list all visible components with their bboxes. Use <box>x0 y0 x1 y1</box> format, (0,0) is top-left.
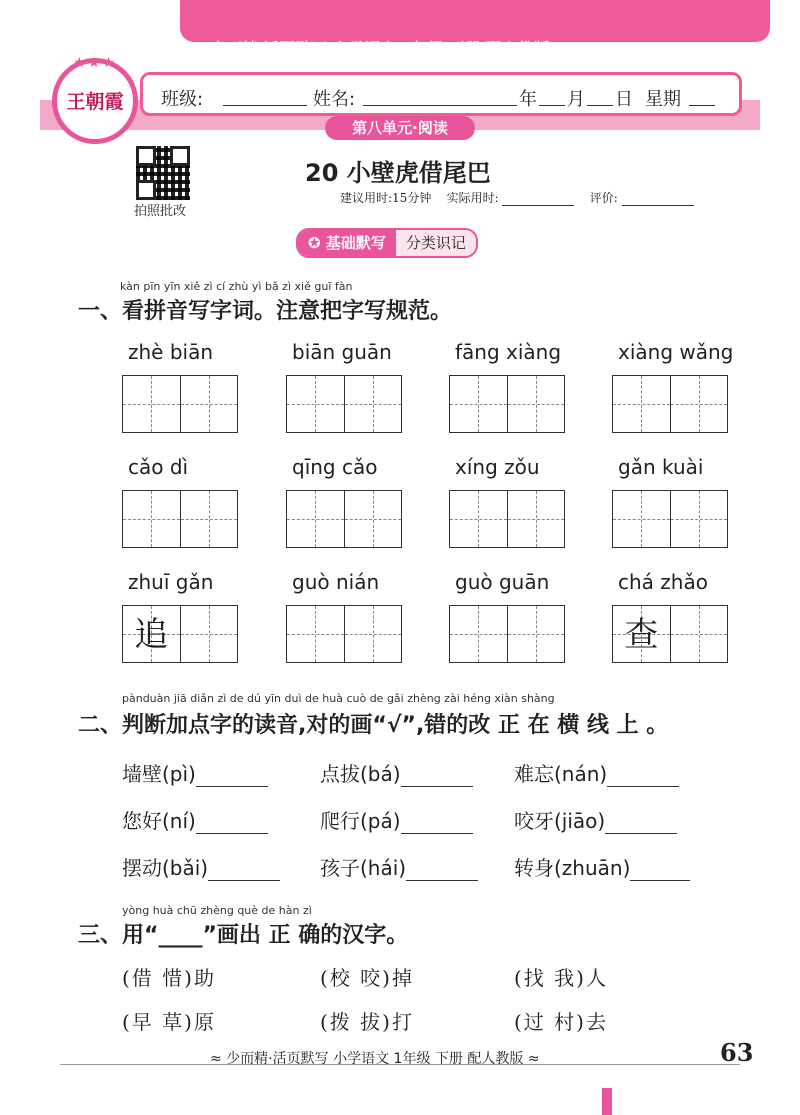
judge-word: 难忘(nán) <box>514 762 608 786</box>
write-cell[interactable] <box>508 491 565 547</box>
cell-char <box>508 606 565 662</box>
cell-char <box>123 491 180 547</box>
answer-line[interactable] <box>401 813 473 834</box>
cell-char <box>508 491 565 547</box>
write-cell[interactable] <box>287 376 345 432</box>
cell-char <box>345 491 402 547</box>
q1-pinyin: kàn pīn yīn xiě zì cí zhù yì bǎ zì xiě guī fàn <box>120 280 353 293</box>
q1-item-pinyin: fāng xiàng <box>455 340 562 364</box>
write-cell[interactable] <box>181 376 238 432</box>
write-cell[interactable] <box>508 376 565 432</box>
section-pill <box>296 228 478 258</box>
q1-item-pinyin: chá zhǎo <box>618 570 708 594</box>
write-cell[interactable] <box>123 606 181 662</box>
section-right: 分类识记 <box>396 230 476 256</box>
judge-item <box>514 852 690 881</box>
write-cell[interactable] <box>123 491 181 547</box>
cell-char <box>287 491 344 547</box>
day-label: 日 <box>615 89 633 110</box>
cell-char <box>613 491 670 547</box>
q1-item-pinyin: guò nián <box>292 570 380 594</box>
q1-item-pinyin: xíng zǒu <box>455 455 540 479</box>
judge-word: 您好(ní) <box>122 809 196 833</box>
cell-char <box>450 376 507 432</box>
tianzige-box <box>449 605 565 663</box>
tianzige-box <box>122 490 238 548</box>
star-icons: ★★★ <box>73 55 117 71</box>
tianzige-box <box>286 605 402 663</box>
answer-line[interactable] <box>406 860 478 881</box>
tianzige-box <box>122 375 238 433</box>
cell-char <box>181 376 238 432</box>
write-cell[interactable] <box>508 606 565 662</box>
judge-item <box>320 758 473 787</box>
write-cell[interactable] <box>671 491 728 547</box>
write-cell[interactable] <box>613 606 671 662</box>
weekday-field[interactable] <box>689 87 715 106</box>
q1-item-pinyin: xiàng wǎng <box>618 340 734 364</box>
logo-text: 王朝霞 <box>66 91 124 113</box>
write-cell[interactable] <box>450 606 508 662</box>
write-cell[interactable] <box>181 606 238 662</box>
rating-label: 评价: <box>589 191 618 205</box>
cell-char <box>287 376 344 432</box>
tianzige-box <box>286 375 402 433</box>
cell-char <box>613 376 670 432</box>
q1-item-pinyin: biān guān <box>292 340 392 364</box>
write-cell[interactable] <box>181 491 238 547</box>
month-field[interactable] <box>539 87 565 106</box>
time-line <box>340 189 694 206</box>
q1-item-pinyin: qīng cǎo <box>292 455 378 479</box>
name-label: 姓名: <box>313 89 356 110</box>
choice-item[interactable]: (找 我)人 <box>514 966 608 990</box>
q1-item-pinyin: gǎn kuài <box>618 455 704 479</box>
judge-item <box>122 805 268 834</box>
write-cell[interactable] <box>450 376 508 432</box>
write-cell[interactable] <box>345 606 402 662</box>
cell-char <box>345 606 402 662</box>
cell-char <box>671 606 728 662</box>
cell-char <box>345 376 402 432</box>
tianzige-box <box>612 605 728 663</box>
q1-title: 一、看拼音写字词。注意把字写规范。 <box>78 299 453 324</box>
choice-item[interactable]: (过 村)去 <box>514 1010 608 1034</box>
write-cell[interactable] <box>450 491 508 547</box>
choice-item[interactable]: (借 惜)助 <box>122 966 216 990</box>
day-field[interactable] <box>587 87 613 106</box>
name-field[interactable] <box>363 87 483 106</box>
cell-char <box>123 376 180 432</box>
page-number: 63 <box>720 1038 754 1067</box>
footer-series: ≈ 少而精·活页默写 小学语文 1年级 下册 配人教版 ≈ <box>210 1051 540 1067</box>
judge-word: 爬行(pá) <box>320 809 401 833</box>
weekday-label: 星期 <box>645 89 681 110</box>
cell-char <box>508 376 565 432</box>
write-cell[interactable] <box>671 376 728 432</box>
q3-pinyin: yòng huà chū zhèng què de hàn zì <box>122 904 312 917</box>
write-cell[interactable] <box>287 606 345 662</box>
cell-char <box>450 606 507 662</box>
month-label: 月 <box>567 89 585 110</box>
q2-pinyin: pànduàn jiā diǎn zì de dú yīn duì de huà cuò de gǎi zhèng zài héng xiàn shàng <box>122 692 555 705</box>
answer-line[interactable] <box>208 860 280 881</box>
write-cell[interactable] <box>671 606 728 662</box>
judge-item <box>320 852 478 881</box>
class-field[interactable] <box>223 87 307 106</box>
tianzige-box <box>612 490 728 548</box>
judge-word: 转身(zhuān) <box>514 856 631 880</box>
series-title: 少而精·活页默写 小学语文 1年级 下册 配人教版 <box>210 39 550 58</box>
q1-item-pinyin: guò guān <box>455 570 550 594</box>
suggested-time: 建议用时:15分钟 <box>340 191 432 205</box>
answer-line[interactable] <box>196 766 268 787</box>
write-cell[interactable] <box>345 491 402 547</box>
tianzige-box <box>122 605 238 663</box>
footer-rule <box>60 1064 740 1065</box>
q1-item-pinyin: zhè biān <box>128 340 214 364</box>
cell-char <box>287 606 344 662</box>
q3-title: 三、用“____”画出 正 确的汉字。 <box>78 923 409 948</box>
actual-time-field[interactable] <box>502 193 574 206</box>
rating-field[interactable] <box>622 193 694 206</box>
cell-char: 查 <box>624 615 659 655</box>
judge-item <box>320 805 473 834</box>
q2-title: 二、判断加点字的读音,对的画“√”,错的改 正 在 横 线 上 。 <box>78 713 669 738</box>
judge-word: 孩子(hái) <box>320 856 407 880</box>
answer-line[interactable] <box>401 766 473 787</box>
judge-item <box>514 758 679 787</box>
q1-item-pinyin: cǎo dì <box>128 455 189 479</box>
judge-item <box>514 805 677 834</box>
year-label: 年 <box>519 89 537 110</box>
choice-item[interactable]: (早 草)原 <box>122 1010 216 1034</box>
cell-char: 追 <box>134 615 169 655</box>
tianzige-box <box>449 490 565 548</box>
choice-item[interactable]: (校 咬)掉 <box>320 966 414 990</box>
judge-word: 墙壁(pì) <box>122 762 196 786</box>
answer-line[interactable] <box>630 860 690 881</box>
write-cell[interactable] <box>123 376 181 432</box>
tianzige-box <box>286 490 402 548</box>
cell-char <box>671 376 728 432</box>
write-cell[interactable] <box>613 491 671 547</box>
student-info-bar <box>140 72 742 116</box>
cell-char <box>181 606 238 662</box>
section-left: ✪ 基础默写 <box>298 230 396 256</box>
qr-code-icon[interactable] <box>136 146 190 200</box>
answer-line[interactable] <box>605 813 677 834</box>
page-edge-mark <box>602 1088 612 1115</box>
write-cell[interactable] <box>345 376 402 432</box>
write-cell[interactable] <box>287 491 345 547</box>
write-cell[interactable] <box>613 376 671 432</box>
tianzige-box <box>449 375 565 433</box>
cell-char <box>450 491 507 547</box>
judge-word: 摆动(bǎi) <box>122 856 209 880</box>
year-field[interactable] <box>473 87 517 106</box>
class-label: 班级: <box>161 89 204 110</box>
judge-word: 咬牙(jiāo) <box>514 809 606 833</box>
lesson-title: 20 小壁虎借尾巴 <box>305 159 491 187</box>
tianzige-box <box>612 375 728 433</box>
judge-word: 点拔(bá) <box>320 762 401 786</box>
q1-item-pinyin: zhuī gǎn <box>128 570 214 594</box>
brand-logo <box>52 55 138 144</box>
qr-label: 拍照批改 <box>134 204 187 219</box>
unit-tab: 第八单元·阅读 <box>325 116 475 140</box>
cell-char <box>181 491 238 547</box>
answer-line[interactable] <box>607 766 679 787</box>
judge-item <box>122 758 268 787</box>
judge-item <box>122 852 280 881</box>
choice-item[interactable]: (拨 拔)打 <box>320 1010 414 1034</box>
answer-line[interactable] <box>196 813 268 834</box>
actual-time-label: 实际用时: <box>446 191 499 205</box>
cell-char <box>671 491 728 547</box>
